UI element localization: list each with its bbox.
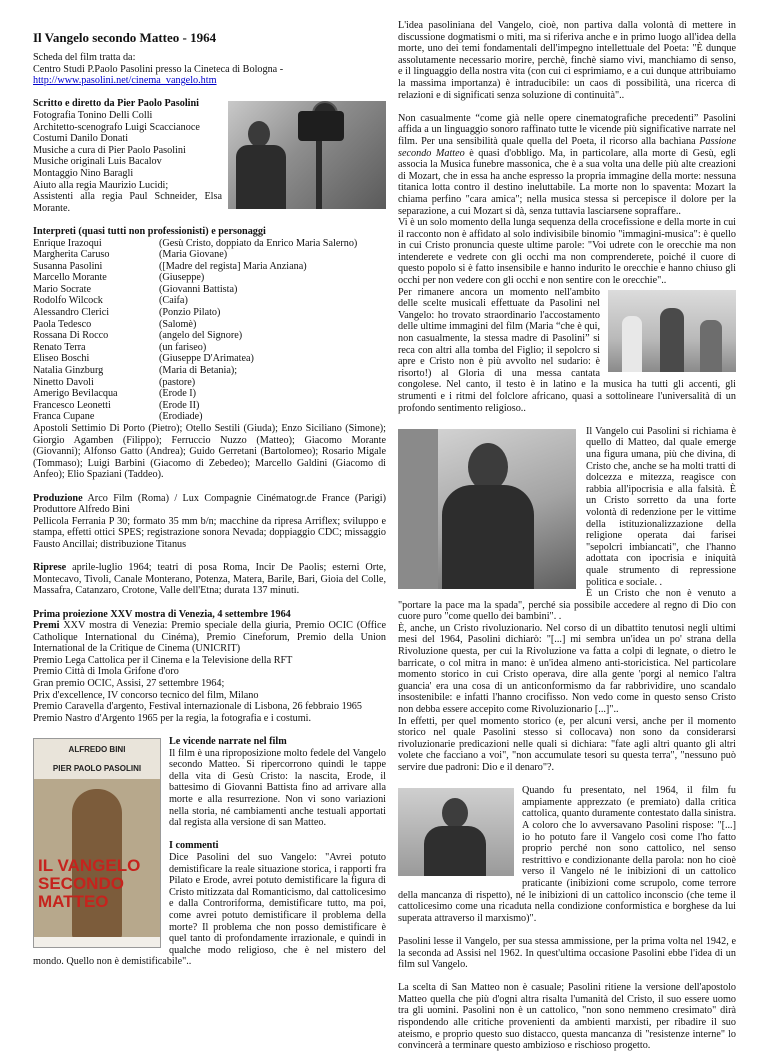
cast-row: [33, 388, 386, 400]
cast-list: [33, 238, 386, 424]
cast-role: (Caifa): [159, 295, 188, 307]
credit-line: Musiche a cura di Pier Paolo Pasolini: [33, 144, 186, 156]
production-details: Pellicola Ferrania P 30; formato 35 mm b/n; macchine da ripresa Arriflex; sviluppo e stampa, effetti ottici SPES; registrazione sonora Nevada; doppiaggio CDC; missaggio Fausto Ancillai; distribuzione Titanus: [33, 515, 386, 550]
cast-row: [33, 261, 386, 273]
award-line: Prix d'excellence, IV concorso tecnico del film, Milano: [33, 689, 259, 701]
cast-actor: Alessandro Clerici: [33, 307, 110, 319]
credit-line: Architetto-scenografo Luigi Scaccianoce: [33, 121, 200, 133]
body-paragraph-8: In effetti, per quel momento storico (e, per alcuni versi, anche per il momento storico nel quale Pasolini stesso si collocava) non sono da considerarsi rivoluzionarie predicazioni nelle quali si dichiara: "fate agli altri quanto gli altri volete che facciano a voi", "non accumulate tesori su questa terra", "nessuno può servire due padroni: Dio e il denaro"?.: [398, 715, 736, 773]
production-paragraph: [33, 493, 386, 516]
apostoli-paragraph: Apostoli Settimio Di Porto (Pietro); Otello Sestili (Giuda); Enzo Siciliano (Simone); Giorgio Agamben (Filippo); Ferruccio Nuzzo (Matteo); Giacomo Morante (Giovanni); Alfonso Gatto (Andrea); Guido Gerretani (Bartolomeo); Rosario Migale (Tommaso); Luigi Barbini (Giacomo di Zebedeo); Marcello Galdini (Giacomo di Anfeo); Elio Spaziani (Taddeo).: [33, 423, 386, 481]
still-head-shape: [468, 443, 508, 491]
cast-actor: Natalia Ginzburg: [33, 365, 104, 377]
riprese-text: aprile-luglio 1964; teatri di posa Roma, Incir De Paolis; esterni Orte, Montecavo, Tivoli, Canale Monterano, Potenza, Matera, Barile, Bari, Gioia del Colle, Massafra, Catanzaro, Crotone, Valle dell'Etna; durata 137 minuti.: [33, 562, 386, 597]
still-figure-2: [660, 308, 684, 372]
body-paragraph-3: Vi è un solo momento della lunga sequenza della crocefissione e della morte in cui il racconto non è affidato al solo indivisibile binomio "immagini-musica": è quello in cui Cristo pronuncia queste ultime parole: "Voi udrete con le orecchie ma non intenderete e vedrete con gli occhi ma non comprenderete, poiché il cuore di questo popolo si è fatto insensibile e hanno indurito le orecchie e hanno chiuso gli occhi per non vedere con gli occhi e non sentire con le orecchie"..: [398, 217, 736, 287]
premiere-heading: Prima proiezione XXV mostra di Venezia, 4 settembre 1964: [33, 608, 291, 620]
body-paragraph-6: È un Cristo che non è venuto a "portare la pace ma la spada", perché sia possibile accedere al regno di Dio con cuore puro "come quello dei bambini". .: [398, 588, 736, 623]
portrait-body-shape: [424, 826, 486, 876]
award-line: Premio Caravella d'argento, Festival internazionale di Lisbona, 26 febbraio 1965: [33, 701, 362, 713]
cast-actor: Renato Terra: [33, 341, 86, 353]
cast-role: (Giovanni Battista): [159, 283, 238, 295]
still-figure-1: [622, 316, 642, 372]
cast-row: [33, 330, 386, 342]
poster-producer-text: ALFREDO BINI: [68, 745, 126, 755]
awards-text: XXV mostra di Venezia: Premio speciale della giuria, Premio OCIC (Office Catholique International du Cinéma), Premio Cineforum, Premio della Union International de la Critique de Cinema (UNICRIT): [33, 620, 386, 655]
cast-actor: Amerigo Bevilacqua: [33, 388, 118, 400]
body-paragraph-2-a: Non casualmente “come già nelle opere cinematografiche precedenti” Pasolini affida a un linguaggio sonoro raffinato tutte le vicende più significative narrate nel film. Per una sensibilità quale quella del Poeta, il ricorso alla bachiana: [398, 112, 736, 147]
cast-role: (Giuseppe D'Arimatea): [159, 353, 254, 365]
director-body-shape: [236, 145, 286, 209]
film-still-christ-photo: [398, 429, 576, 589]
poster-title-text: IL VANGELO SECONDO MATTEO: [38, 856, 141, 912]
right-column: [398, 20, 736, 1052]
cast-role: (Maria di Betania);: [159, 365, 238, 377]
body-paragraph-5: Il Vangelo cui Pasolini si richiama è quello di Matteo, dal quale emerge una figura umana, più che divina, di Cristo che, anche se ha molti tratti di dolcezza e mitezza, reagisce con rabbia all'ipocrisia e alla falsità. È un Cristo sorretto da una forte volontà di redenzione per le vittime della istituzionalizzazione della religione operata dai farisei "sepolcri imbiancati", che l'hanno adottata con ipocrisia e iniquità quale strumento di repressione politica e sociale. .: [586, 425, 736, 588]
production-label: Produzione: [33, 492, 83, 504]
film-camera-shape: [298, 111, 344, 141]
cast-row: [33, 295, 386, 307]
award-line: Gran premio OCIC, Assisi, 27 settembre 1964;: [33, 678, 225, 690]
credit-line: Costumi Danilo Donati: [33, 133, 129, 145]
cast-row: [33, 307, 386, 319]
credit-line: Aiuto alla regia Maurizio Lucidi;: [33, 179, 169, 191]
cast-actor: Paola Tedesco: [33, 318, 92, 330]
portrait-head-shape: [442, 798, 468, 828]
cast-role: (Erode II): [159, 399, 200, 411]
cast-actor: Rodolfo Wilcock: [33, 295, 103, 307]
body-paragraph-11: La scelta di San Matteo non è casuale; Pasolini ritiene la versione dell'apostolo Matteo quella che più d'ogni altra risalta l'umanità del Cristo, il suo essere uomo tra gli uomini. Pasolini non è un cattolico, "non sono nemmeno cresimato" dirà rispondendo alle critiche provenienti da ambienti marxisti, per ribadire il suo ateismo, e proprio questo suo distacco, questa mancanza di "resistenze interne" lo convincerà a terminare questo ambizioso e rischioso progetto.: [398, 982, 736, 1052]
cast-role: ([Madre del regista] Maria Anziana): [159, 260, 307, 272]
cast-role: (Maria Giovane): [159, 249, 228, 261]
credit-line: Montaggio Nino Baragli: [33, 167, 134, 179]
poster-footer-band: [34, 937, 160, 947]
cast-row: [33, 342, 386, 354]
comments-paragraph: Dice Pasolini del suo Vangelo: "Avrei potuto demistificare la reale situazione storica, i rapporti fra Pilato e Erode, avrei potuto demistificare la figura di Cristo mitizzata dal Romanticismo, dal cattolicesimo e dalla Controriforma, demistificare tutto, ma poi, come avrei potuto demistificare il problema della morte? Il problema che non posso demistificare è quel tanto di profondamente irrazionale, e quindi in qualche modo religioso, che è nel mistero del mondo. Quello non è demistificabile"..: [33, 851, 386, 968]
award-line: Premio Lega Cattolica per il Cinema e la Televisione della RFT: [33, 654, 293, 666]
awards-paragraph: [33, 620, 386, 655]
director-head-shape: [248, 121, 270, 147]
still-figure-3: [700, 320, 722, 372]
film-poster-image: [33, 738, 161, 948]
cast-actor: Susanna Pasolini: [33, 260, 103, 272]
cast-actor: Francesco Leonetti: [33, 399, 111, 411]
document-title: Il Vangelo secondo Matteo - 1964: [33, 30, 217, 45]
cast-role: (Giuseppe): [159, 272, 205, 284]
cast-actor: Enrique Irazoqui: [33, 237, 102, 249]
cast-row: [33, 249, 386, 261]
riprese-label: Riprese: [33, 562, 67, 574]
body-paragraph-2: [398, 113, 736, 217]
award-line: Premio Nastro d'Argento 1965 per la regia, la fotografia e i costumi.: [33, 712, 312, 724]
credits-heading: Scritto e diretto da Pier Paolo Pasolini: [33, 98, 199, 110]
cast-role: (pastore): [159, 376, 196, 388]
awards-label: Premi: [33, 620, 60, 632]
cast-actor: Franca Cupane: [33, 411, 95, 423]
cast-row: [33, 353, 386, 365]
riprese-paragraph: [33, 562, 386, 597]
director-with-camera-photo: [228, 101, 386, 209]
cast-row: [33, 411, 386, 423]
story-paragraph: Il film è una riproposizione molto fedele del Vangelo secondo Matteo. Si ripercorrono quindi le tappe della vita di Gesù Cristo: la nascita, Erode, il battesimo di Giovanni Battista fino ad arrivare alla morte e alla resurrezione. Non vi sono variazioni nella storia, né cambiamenti anche testuali apportati dal regista alla versione di san Matteo.: [169, 747, 386, 829]
cast-role: (Erodiade): [159, 411, 203, 423]
credit-line: Assistenti alla regia Paul Schneider, Elsa Morante.: [33, 191, 222, 214]
poster-director-text: PIER PAOLO PASOLINI: [52, 764, 142, 774]
passione-title: Passione secondo Matteo: [398, 135, 736, 159]
body-paragraph-9: Quando fu presentato, nel 1964, il film fu ampiamente apprezzato (e premiato) dalla critica cattolica, quanto duramente contestato dalla sinistra. A coloro che lo avversavano Pasolini rispose: "[...] io ho potuto fare il Vangelo così come l'ho fatto proprio perché non sono cattolico, nel senso restrittivo e condizionante della parola: non ho cioè verso il Vangelo né le inibizioni di un cattolico praticante (inibizioni come scrupolo, come terrore della mancanza di rispetto), né le inibizioni di un cattolico inconscio (che teme il cattolicesimo come una ricaduta nella condizione conformistica e borghese da lui superata attraverso il marxismo)".: [398, 785, 736, 924]
body-paragraph-7: È, anche, un Cristo rivoluzionario. Nel corso di un dibattito tenutosi negli ultimi mesi del 1964, Pasolini dichiarò: "[...] mi sembra un'idea un po' strana della Rivoluzione questa, per cui la Rivoluzione va fatta a colpi di legnate, o dietro le barricate, o col mitra in mano: è un'idea almeno anti-storicistica. Nel particolare momento storico in cui Cristo operava, dire alla gente 'porgi al nemico l'altra guancia' era una cosa di un anticonformismo da far rabbrividire, uno scandalo insostenibile: e infatti l'hanno crocifisso. Non vedo come in questo senso Cristo non debba essere accepito come Rivoluzionario [...]"..: [398, 622, 736, 716]
cast-actor: Mario Socrate: [33, 283, 91, 295]
story-heading: Le vicende narrate nel film: [169, 736, 287, 748]
still-body-shape: [442, 485, 534, 589]
still-arch-shape: [398, 429, 438, 589]
source-line-2: Centro Studi P.Paolo Pasolini presso la Cineteca di Bologna -: [33, 63, 284, 75]
cast-row: [33, 365, 386, 377]
cast-role: (Gesù Cristo, doppiato da Enrico Maria Salerno): [159, 237, 358, 249]
cast-heading: Interpreti (quasi tutti non professionisti) e personaggi: [33, 225, 266, 237]
cast-actor: Margherita Caruso: [33, 249, 110, 261]
cast-row: [33, 272, 386, 284]
production-text: Arco Film (Roma) / Lux Compagnie Cinématogr.de France (Parigi) Produttore Alfredo Bini: [33, 492, 386, 516]
award-line: Premio Città di Imola Grifone d'oro: [33, 666, 179, 678]
credit-line: Fotografia Tonino Delli Colli: [33, 109, 153, 121]
tripod-shape: [316, 141, 322, 209]
credit-line: Musiche originali Luis Bacalov: [33, 156, 162, 168]
cast-role: (angelo del Signore): [159, 330, 243, 342]
cast-row: [33, 238, 386, 250]
body-paragraph-10: Pasolini lesse il Vangelo, per sua stessa ammissione, per la prima volta nel 1942, e la seconda ad Assisi nel 1962. In quest'ultima occasione Pasolini ebbe l'idea di un film sul Vangelo.: [398, 935, 736, 971]
body-paragraph-2-b: è quasi d'obbligo. Ma, in particolare, alla morte di Gesù, egli associa la Musica funebre massonica, che è a sua volta una delle più alte creazioni di Mozart, che in essa ha anche espresso la propria immagine della morte: nessuna titanica lotta contro il destino ineluttabile. La morte non lo spaventa: Mozart la chiama perfino "cara amica"; nella musica stessa si percepisce il dolore per la separazione, a cui Mozart si dà, senza tuttavia lasciarsene sopraffare..: [398, 147, 736, 217]
cast-role: (Ponzio Pilato): [159, 307, 221, 319]
source-link[interactable]: http://www.pasolini.net/cinema_vangelo.htm: [33, 75, 217, 87]
left-column: [33, 0, 386, 968]
cast-role: (Salomè): [159, 318, 197, 330]
source-line-1: Scheda del film tratta da:: [33, 52, 136, 63]
film-still-women-photo: [608, 290, 736, 372]
cast-role: (un fariseo): [159, 341, 207, 353]
cast-row: [33, 377, 386, 389]
cast-actor: Rossana Di Rocco: [33, 330, 109, 342]
body-paragraph-1: L'idea pasoliniana del Vangelo, cioè, non partiva dalla volontà di mettere in discussione dogmatismi o miti, ma si riferiva anche e in primo luogo all'idea della morte, uno dei temi fondamentali dell'impegno intellettuale del Poeta: "È dunque assolutamente necessario morire, perchè, finchè siamo vivi, manchiamo di senso, e il linguaggio della nostra vita (con cui ci esprimiamo, e a cui dunque attribuiamo la massima importanza) è intraducibile: un caos di possibilità, una ricerca di relazioni e di significati senza soluzione di continuità"..: [398, 20, 736, 101]
cast-actor: Marcello Morante: [33, 272, 107, 284]
body-paragraph-4: Per rimanere ancora un momento nell'ambito delle scelte musicali effettuate da Pasolini nel Vangelo: ho trovato straordinario l'accostamento delle ultime immagini del film (Maria “che è qui, non casualmente, la stessa madre di Pasolini” si reca con altri alla tomba del Figlio; il sepolcro si apre e Cristo non è più avvolto nel sudario: è risorto!) al Gloria di una messa cantata congolese. Nel canto, il testo è in latino e la musica ha tutti gli accenti, gli strumenti e i ritmi del folclore africano, quasi a sottolineare l'universalità di un profondo sentimento religioso..: [398, 286, 736, 414]
cast-role: (Erode I): [159, 388, 197, 400]
comments-heading: I commenti: [169, 840, 219, 852]
cast-actor: Ninetto Davoli: [33, 376, 94, 388]
cast-actor: Eliseo Boschi: [33, 353, 90, 365]
cast-row: [33, 400, 386, 412]
cast-row: [33, 319, 386, 331]
cast-row: [33, 284, 386, 296]
pasolini-portrait-photo: [398, 788, 514, 876]
